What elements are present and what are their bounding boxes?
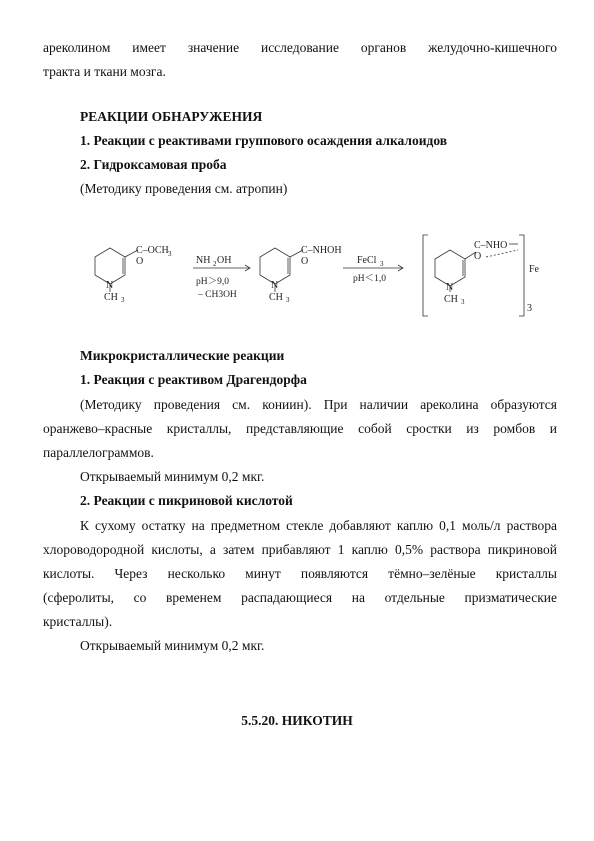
reagent-nh2oh-main: NH [196, 255, 211, 266]
condition-minus-methanol: – CH3OH [198, 290, 237, 300]
reagent-fecl3: FeCl [357, 255, 377, 266]
picric-title: 2. Реакции с пикриновой кислотой [80, 493, 293, 508]
hydroxamic-ring [260, 248, 290, 284]
mol3-methyl: CH [444, 294, 458, 305]
hydroxamic-group: C–NHOH [301, 245, 342, 256]
complex-oxygen: O [474, 251, 482, 262]
reaction-scheme [90, 228, 560, 328]
dragendorff-line-1: (Методику проведения см. кониин). При наличии ареколина образуются [80, 397, 557, 412]
section-title: 5.5.20. НИКОТИН [241, 713, 353, 728]
reagent-nh2oh-sub: 2 [213, 260, 217, 268]
bracket-right [519, 235, 524, 316]
mol2-methyl: CH [269, 292, 283, 303]
intro-line-2: тракта и ткани мозга. [43, 64, 166, 79]
picric-line-5: кристаллы). [43, 614, 113, 629]
intro-line-1: ареколином имеет значение исследование органов желудочно-кишечного [43, 40, 557, 55]
complex-group: C–NHO [474, 240, 508, 251]
reagent-nh2oh-tail: OH [217, 255, 232, 266]
mol2-nitrogen: N [271, 280, 279, 291]
ester-sub: 3 [168, 250, 172, 258]
ester-group: C–OCH [136, 245, 169, 256]
picric-minimum: Открываемый минимум 0,2 мкг. [80, 638, 265, 653]
mol1-nitrogen: N [106, 280, 114, 291]
hydroxamic-oxygen: O [301, 256, 309, 267]
method-note: (Методику проведения см. атропин) [80, 181, 288, 196]
micro-heading: Микрокристаллические реакции [80, 348, 285, 363]
complex-ring [435, 250, 465, 286]
reagent-fecl3-sub: 3 [380, 260, 384, 268]
iron-label: Fe [529, 264, 539, 275]
dragendorff-title: 1. Реакция с реактивом Драгендорфа [80, 372, 307, 387]
bracket-left [423, 235, 428, 316]
picric-line-2: хлороводородной кислоты, а затем прибавляют 1 каплю 0,5% раствора пикриновой [43, 542, 557, 557]
arecoline-ring [95, 248, 125, 284]
detection-item-1: 1. Реакции с реактивами группового осаждения алкалоидов [80, 133, 448, 148]
mol2-methyl-sub: 3 [286, 296, 290, 304]
picric-line-1: К сухому остатку на предметном стекле добавляют каплю 0,1 моль/л раствора [80, 518, 557, 533]
mol3-methyl-sub: 3 [461, 298, 465, 306]
mol1-methyl-sub: 3 [121, 296, 125, 304]
dragendorff-line-2: оранжево–красные кристаллы, представляющие собой сростки из ромбов и [43, 421, 557, 436]
detection-heading: РЕАКЦИИ ОБНАРУЖЕНИЯ [80, 109, 263, 124]
mol1-methyl: CH [104, 292, 118, 303]
detection-item-2: 2. Гидроксамовая проба [80, 157, 227, 172]
picric-line-3: кислоты. Через несколько минут появляются тёмно–зелёные кристаллы [43, 566, 557, 581]
dragendorff-minimum: Открываемый минимум 0,2 мкг. [80, 469, 265, 484]
ester-oxygen: O [136, 256, 144, 267]
mol3-nitrogen: N [446, 282, 454, 293]
stoichiometry: 3 [527, 303, 532, 314]
picric-line-4: (сферолиты, со временем распадающиеся на отдельные призматические [43, 590, 557, 605]
dragendorff-line-3: параллелограммов. [43, 445, 154, 460]
condition-ph-acidic: pH＜1,0 [353, 274, 386, 284]
condition-ph-alkaline: pH＞9,0 [196, 277, 229, 287]
